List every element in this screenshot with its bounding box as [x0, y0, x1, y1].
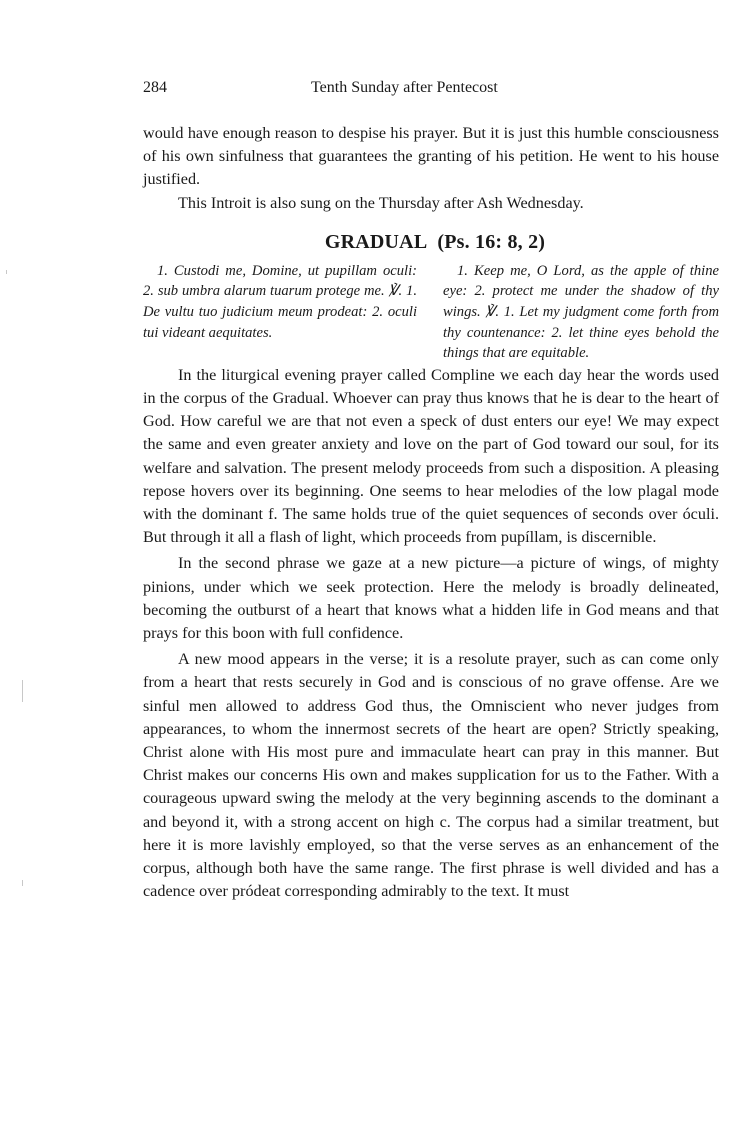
scan-mark-lower: [22, 880, 23, 886]
gradual-heading: [143, 229, 719, 255]
paragraph-introit-note: This Introit is also sung on the Thursday after Ash Wednesday.: [178, 193, 584, 212]
body-text: [143, 122, 719, 903]
paragraph-continued: would have enough reason to despise his prayer. But it is just this humble consciousness of his own sinfulness that guarantees the granting of his petition. He went to his house justified.: [143, 124, 719, 189]
running-title: Tenth Sunday after Pentecost: [311, 79, 498, 96]
latin-text: 1. Custodi me, Domine, ut pupillam oculi: 2. sub umbra alarum tuarum protege me. ℣. 1. De vultu tuo judicium meum prodeat: 2. oculi tui videant aequitates.: [143, 262, 417, 341]
page-number: 284: [143, 79, 167, 96]
scan-mark-top: [6, 270, 7, 274]
english-column: [443, 261, 719, 364]
gradual-title: GRADUAL: [324, 230, 428, 253]
english-text: 1. Keep me, O Lord, as the apple of thine eye: 2. protect me under the shadow of thy wings. ℣. 1. Let my judgment come forth from thy countenance: 2. let thine eyes behold the things that are equitable.: [443, 262, 719, 362]
gradual-text-columns: [143, 261, 719, 364]
page: [143, 78, 719, 903]
gradual-reference: (Ps. 16: 8, 2): [437, 230, 546, 253]
latin-column: [143, 261, 417, 364]
paragraph-second-phrase: In the second phrase we gaze at a new picture—a picture of wings, of mighty pinions, under which we seek protection. Here the melody is broadly delineated, becoming the outburst of a heart that knows what a hidden life in God means and that prays for this boon with full confidence.: [143, 554, 719, 643]
running-head: [143, 78, 719, 102]
scan-mark-middle: [22, 680, 23, 702]
paragraph-compline: In the liturgical evening prayer called Compline we each day hear the words used in the corpus of the Gradual. Whoever can pray thus knows that he is dear to the heart of God. How careful we are that not even a speck of dust enters our eye! We may expect the same and even greater anxiety and love on the part of God toward our soul, for its welfare and salvation. The present melody proceeds from such a disposition. A pleasing repose hovers over its beginning. One seems to hear melodies of the low plagal mode with the dominant f. The same holds true of the quiet sequences of seconds over óculi. But through it all a flash of light, which proceeds from pupíllam, is discernible.: [143, 365, 719, 547]
paragraph-verse: A new mood appears in the verse; it is a resolute prayer, such as can come only from a heart that rests securely in God and is conscious of no grave offense. Are we sinful men allowed to address God thus, the Omniscient who never judges from appearances, to whom the innermost secrets of the heart are open? Strictly speaking, Christ alone with His most pure and immaculate heart can pray in this manner. But Christ makes our concerns His own and makes supplication for us to the Father. With a courageous upward swing the melody at the very beginning ascends to the dominant a and beyond it, with a strong accent on high c. The corpus had a similar treatment, but here it is more lavishly employed, so that the verse serves as an enhancement of the corpus, although both have the same range. The first phrase is well divided and has a cadence over pródeat corresponding admirably to the text. It must: [143, 650, 719, 901]
